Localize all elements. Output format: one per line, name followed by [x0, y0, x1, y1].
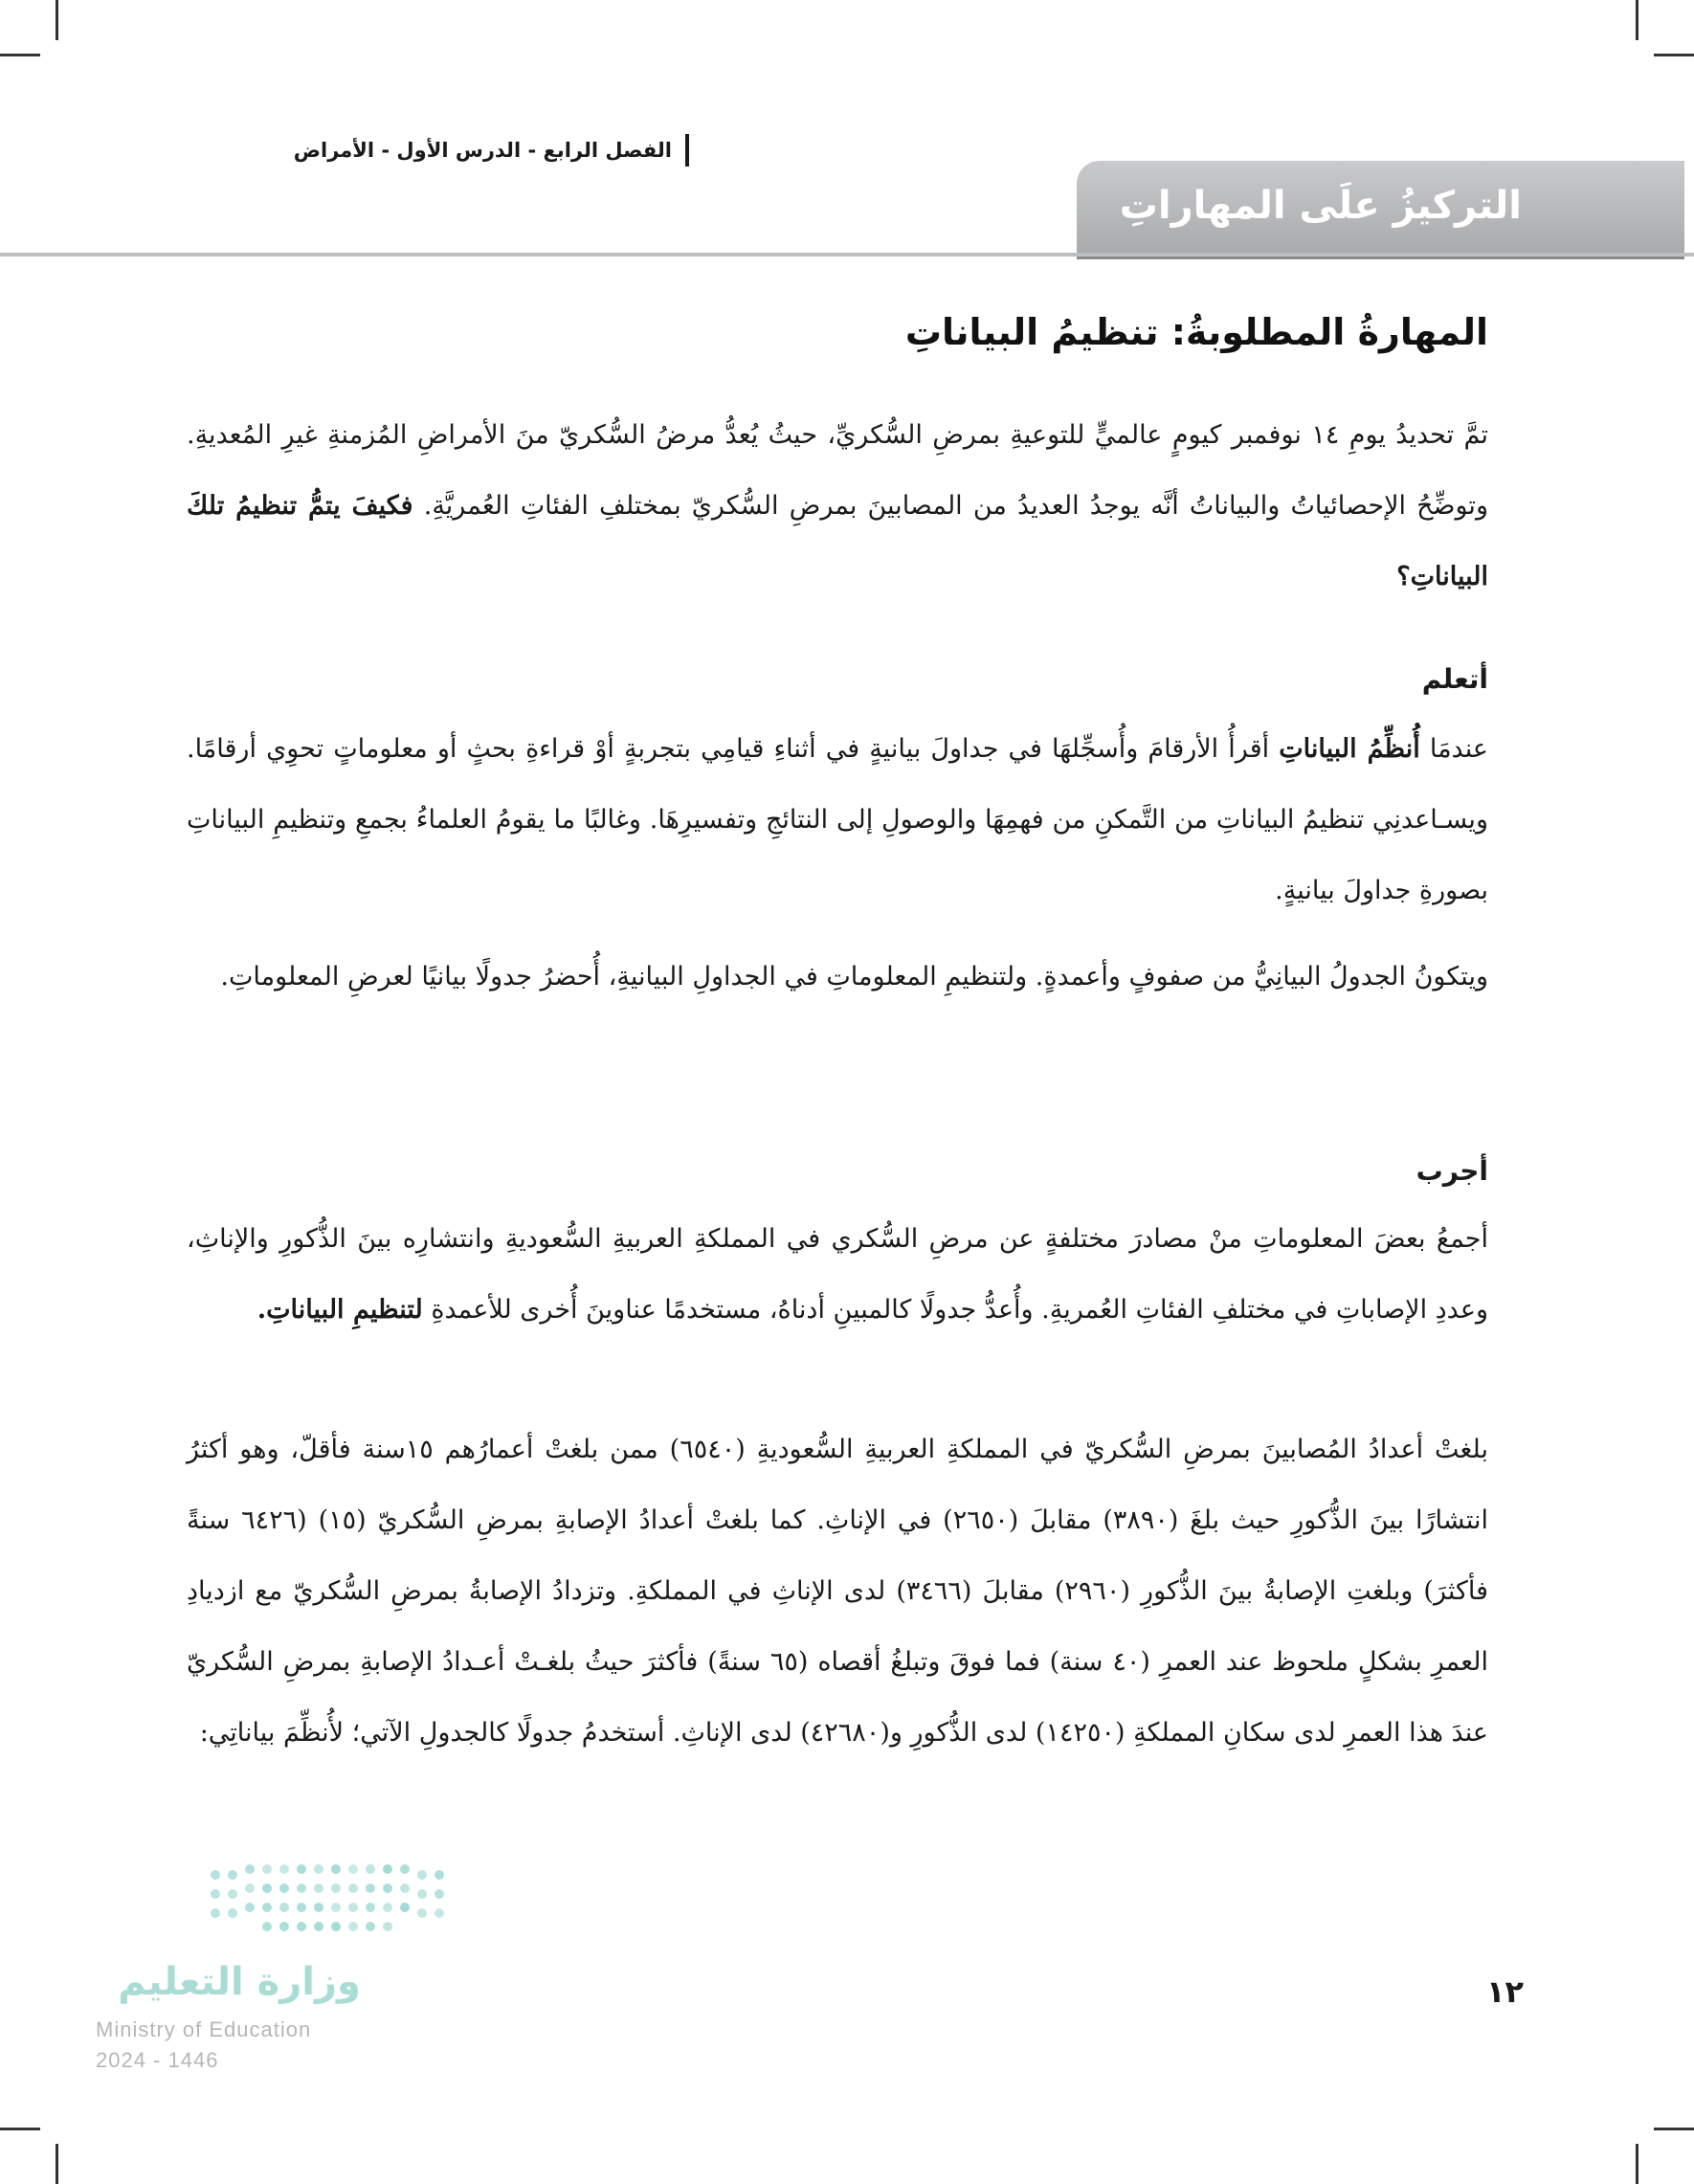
learn-text-2: ويتكونُ الجدولُ البيانِيُّ من صفوفٍ وأعمدةٍ. ولتنظيمِ المعلوماتِ في الجداولِ البيانيةِ، أُحضرُ جدولًا بيانيًا لعرضِ المعلوماتِ. — [220, 962, 1488, 992]
section-tab-label: التركيزُ علَى المهاراتِ — [1119, 184, 1522, 228]
crop-mark — [0, 54, 40, 56]
learn-text-start: عندمَا — [1429, 734, 1488, 764]
logo-dot — [279, 1864, 289, 1874]
crop-mark — [0, 2128, 40, 2130]
intro-text: تمَّ تحديدُ يومِ ١٤ نوفمبر كيومٍ عالميٍّ للتوعيةِ بمرضِ السُّكريِّ، حيثُ يُعدُّ مرضُ السُّكريّ منَ الأمراضِ المُزمنةِ غيرِ المُعديةِ. وتوضِّحُ الإحصائياتُ والبياناتُ أنَّه يوجدُ العديدُ من المصابينَ بمرضِ السُّكريّ بمختلفِ الفئاتِ العُمريَّةِ. — [187, 420, 1488, 521]
logo-dot — [348, 1903, 358, 1912]
section-tab — [1077, 161, 1684, 255]
crop-mark — [1654, 2128, 1694, 2130]
learn-paragraph-1 — [187, 714, 1488, 926]
logo-dot — [314, 1922, 323, 1931]
logo-dot — [348, 1864, 358, 1874]
logo-dot — [279, 1922, 289, 1931]
logo-dot — [211, 1870, 220, 1880]
logo-dot — [245, 1864, 255, 1874]
logo-dot — [262, 1883, 272, 1893]
try-text-start: أجمعُ بعضَ المعلوماتِ منْ مصادرَ مختلفةٍ عن مرضِ السُّكري في المملكةِ العربيةِ السُّعوديةِ وانتشارِه بينَ الذُّكورِ والإناثِ، وعددِ الإصاباتِ في مختلفِ الفئاتِ العُمريةِ. وأُعدُّ جدولًا كالمبينِ أدناهُ، مستخدمًا عناوينَ أُخرى للأعمدةِ — [187, 1224, 1488, 1325]
intro-question: فكيفَ يتمُّ تنظيمُ تلكَ البياناتِ؟ — [187, 491, 1488, 591]
intro-paragraph — [187, 400, 1488, 613]
ministry-logo — [96, 1864, 383, 2075]
logo-dot — [366, 1922, 375, 1931]
ministry-name-english: Ministry of Education — [96, 2017, 312, 2041]
logo-dot — [366, 1864, 375, 1874]
page-number: ١٢ — [1485, 1973, 1524, 2010]
learn-paragraph-2 — [187, 942, 1488, 1013]
logo-dot — [211, 1908, 220, 1918]
logo-dot — [245, 1903, 255, 1912]
logo-dot — [297, 1903, 306, 1912]
logo-dot — [262, 1864, 272, 1874]
logo-dot — [348, 1883, 358, 1893]
try-paragraph-2 — [187, 1415, 1488, 1769]
logo-dot — [383, 1903, 392, 1912]
logo-dot — [348, 1922, 358, 1931]
logo-dot — [366, 1903, 375, 1912]
logo-dot — [262, 1903, 272, 1912]
logo-dot — [400, 1903, 410, 1912]
crop-mark — [1636, 0, 1638, 40]
logo-dot — [314, 1864, 323, 1874]
learn-text-rest: أقرأُ الأرقامَ وأُسجِّلهَا في جداولَ بيانيةٍ في أثناءِ قيامِي بتجربةٍ أوْ قراءةِ بحثٍ أو معلوماتٍ تحوِي أرقامًا. ويسـاعدنِي تنظيمُ البياناتِ من التَّمكنِ من فهمِهَا والوصولِ إلى النتائجِ وتفسيرِهَا. وغالبًا ما يقومُ العلماءُ بجمعِ وتنظيمِ البياناتِ بصورةِ جداولَ بيانيةٍ. — [187, 734, 1488, 905]
logo-dot — [297, 1883, 306, 1893]
logo-dot — [400, 1864, 410, 1874]
ministry-name-arabic: وزارة التعليم — [118, 1960, 361, 2004]
logo-dot — [331, 1883, 341, 1893]
crop-mark — [1654, 54, 1694, 56]
logo-dot — [435, 1889, 444, 1899]
logo-dot — [435, 1870, 444, 1880]
logo-dot — [297, 1922, 306, 1931]
logo-dot — [383, 1922, 392, 1931]
logo-dots-graphic — [211, 1864, 459, 1952]
logo-dot — [314, 1903, 323, 1912]
breadcrumb-text: الفصل الرابع - الدرس الأول - الأمراض — [293, 139, 672, 162]
breadcrumb-divider — [685, 134, 689, 167]
logo-dot — [400, 1883, 410, 1893]
logo-dot — [417, 1870, 427, 1880]
logo-dot — [366, 1883, 375, 1893]
logo-dot — [331, 1922, 341, 1931]
page-title: المهارةُ المطلوبةُ: تنظيمُ البياناتِ — [904, 311, 1488, 353]
logo-dot — [435, 1908, 444, 1918]
logo-dot — [279, 1903, 289, 1912]
learn-bold-term: أُنظِّمُ البياناتِ — [1279, 734, 1420, 764]
logo-dot — [331, 1903, 341, 1912]
logo-dot — [228, 1908, 237, 1918]
edition-year: 2024 - 1446 — [96, 2048, 219, 2072]
logo-dot — [262, 1922, 272, 1931]
logo-dot — [245, 1883, 255, 1893]
try-bold-term: لتنظيمِ البياناتِ. — [256, 1295, 423, 1325]
crop-mark — [1636, 2144, 1638, 2184]
logo-dot — [331, 1864, 341, 1874]
logo-dot — [297, 1864, 306, 1874]
logo-dot — [211, 1889, 220, 1899]
logo-dot — [228, 1889, 237, 1899]
learn-title: أتعلم — [1421, 663, 1488, 695]
logo-dot — [228, 1870, 237, 1880]
crop-mark — [56, 0, 58, 40]
try-title: أجرب — [1415, 1155, 1488, 1187]
logo-dot — [383, 1883, 392, 1893]
try-paragraph-1 — [187, 1204, 1488, 1346]
header-rule — [0, 253, 1694, 256]
breadcrumb — [294, 134, 689, 167]
logo-dot — [314, 1883, 323, 1893]
logo-dot — [279, 1883, 289, 1893]
logo-dot — [417, 1908, 427, 1918]
crop-mark — [56, 2144, 58, 2184]
logo-dot — [383, 1864, 392, 1874]
try-text-2: بلغتْ أعدادُ المُصابينَ بمرضِ السُّكريّ في المملكةِ العربيةِ السُّعوديةِ (٦٥٤٠) ممن بلغتْ أعمارُهم ١٥سنة فأقلّ، وهو أكثرُ انتشارًا بينَ الذُّكورِ حيث بلغَ (٣٨٩٠) مقابلَ (٢٦٥٠) في الإناثِ. كما بلغتْ أعدادُ الإصابةِ بمرضِ السُّكريّ (١٥) (٦٤٢٦ سنةً فأكثرَ) وبلغتِ الإصابةُ بينَ الذُّكورِ (٢٩٦٠) مقابلَ (٣٤٦٦) لدى الإناثِ في المملكةِ. وتزدادُ الإصابةُ بمرضِ السُّكريّ مع ازديادِ العمرِ بشكلٍ ملحوظ عند العمرِ (٤٠ سنة) فما فوقَ وتبلغُ أقصاه (٦٥ سنةً) فأكثرَ حيثُ بلغـتْ أعـدادُ الإصابةِ بمرضِ السُّكريّ عندَ هذا العمرِ لدى سكانِ المملكةِ (١٤٢٥٠) لدى الذُّكورِ و(٤٢٦٨٠) لدى الإناثِ. أستخدمُ جدولًا كالجدولِ الآتي؛ لأُنظِّمَ بياناتِي: — [187, 1435, 1489, 1748]
logo-dot — [417, 1889, 427, 1899]
